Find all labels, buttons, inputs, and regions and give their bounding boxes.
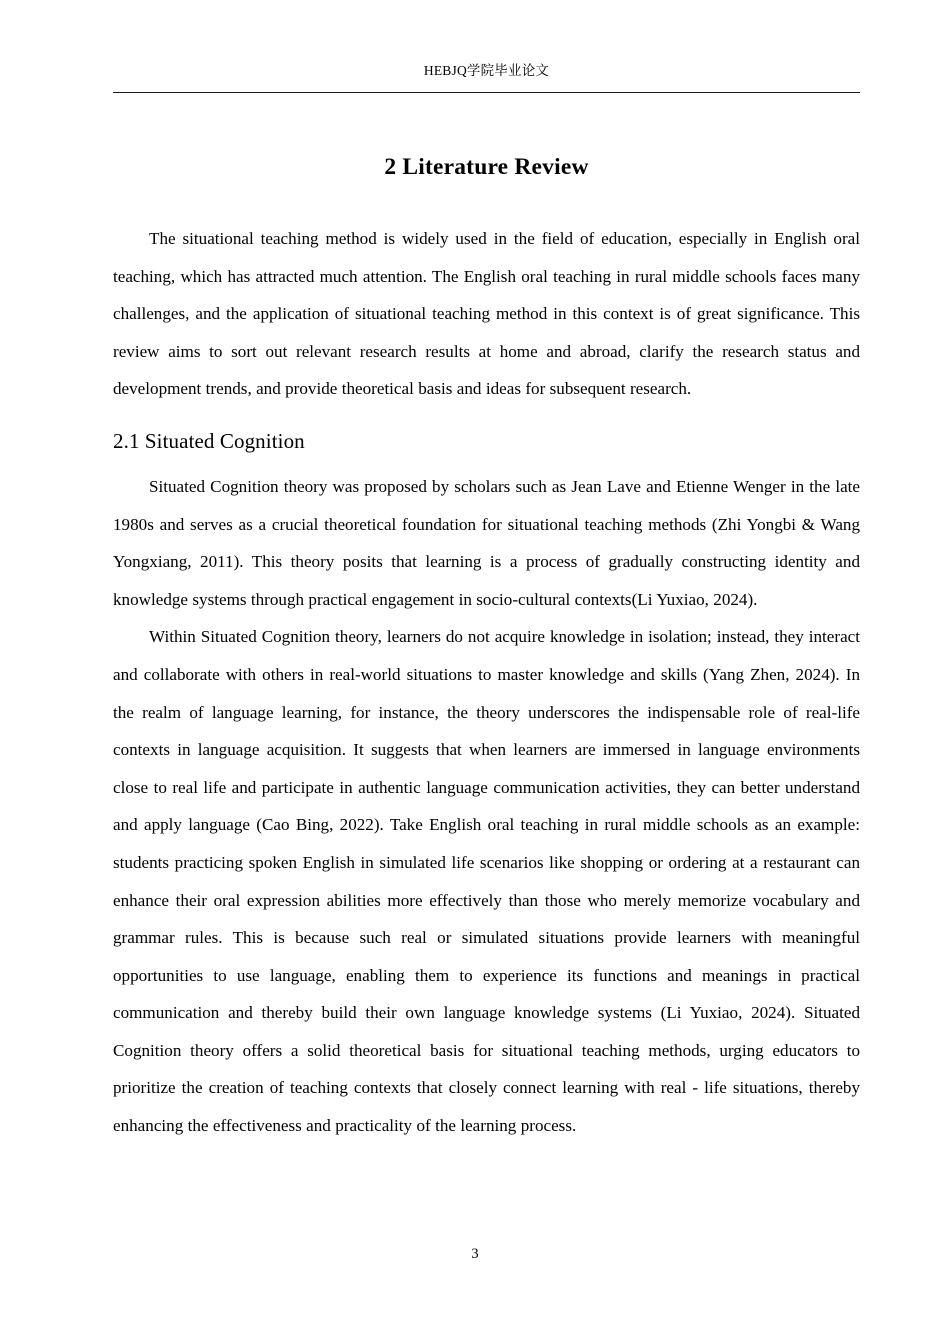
running-header-title: HEBJQ学院毕业论文 xyxy=(423,63,550,78)
spacer-after-section-heading xyxy=(113,457,860,468)
paragraph-situated-cognition-application: Within Situated Cognition theory, learners do not acquire knowledge in isolation; instead, they interact and collaborate with others in real-world situations to master knowledge and skills (Yang Zhen, 2024). In the realm of language learning, for instance, the theory underscores the indispensable role of real-life contexts in language acquisition. It suggests that when learners are immersed in language environments close to real life and participate in authentic language communication activities, they can better understand and apply language (Cao Bing, 2022). Take English oral teaching in rural middle schools as an example: students practicing spoken English in simulated life scenarios like shopping or ordering at a restaurant can enhance their oral expression abilities more effectively than those who merely memorize vocabulary and grammar rules. This is because such real or simulated situations provide learners with meaningful opportunities to use language, enabling them to experience its functions and meanings in practical communication and thereby build their own language knowledge systems (Li Yuxiao, 2024). Situated Cognition theory offers a solid theoretical basis for situational teaching methods, urging educators to prioritize the creation of teaching contexts that closely connect learning with real - life situations, thereby enhancing the effectiveness and practicality of the learning process. xyxy=(113,627,860,1136)
spacer-before-section-heading xyxy=(113,408,860,425)
page-title: 2 Literature Review xyxy=(384,154,589,180)
page-number: 3 xyxy=(471,1246,479,1262)
paragraph-situated-cognition-origin: Situated Cognition theory was proposed by scholars such as Jean Lave and Etienne Wenger in the late 1980s and serves as a crucial theoretical foundation for situational teaching methods (Zhi Yongbi & Wang Yongxiang, 2011). This theory posits that learning is a process of gradually constructing identity and knowledge systems through practical engagement in socio-cultural contexts(Li Yuxiao, 2024). xyxy=(113,476,860,609)
spacer-title xyxy=(113,184,860,220)
section-heading-2-1: 2.1 Situated Cognition xyxy=(113,428,305,453)
running-header xyxy=(113,62,860,80)
header-divider-rule xyxy=(113,92,860,93)
page-content xyxy=(113,150,860,1145)
paragraph-intro: The situational teaching method is widely used in the field of education, especially in English oral teaching, which has attracted much attention. The English oral teaching in rural middle schools faces many challenges, and the application of situational teaching method in this context is of great significance. This review aims to sort out relevant research results at home and abroad, clarify the research status and development trends, and provide theoretical basis and ideas for subsequent research. xyxy=(113,229,860,399)
